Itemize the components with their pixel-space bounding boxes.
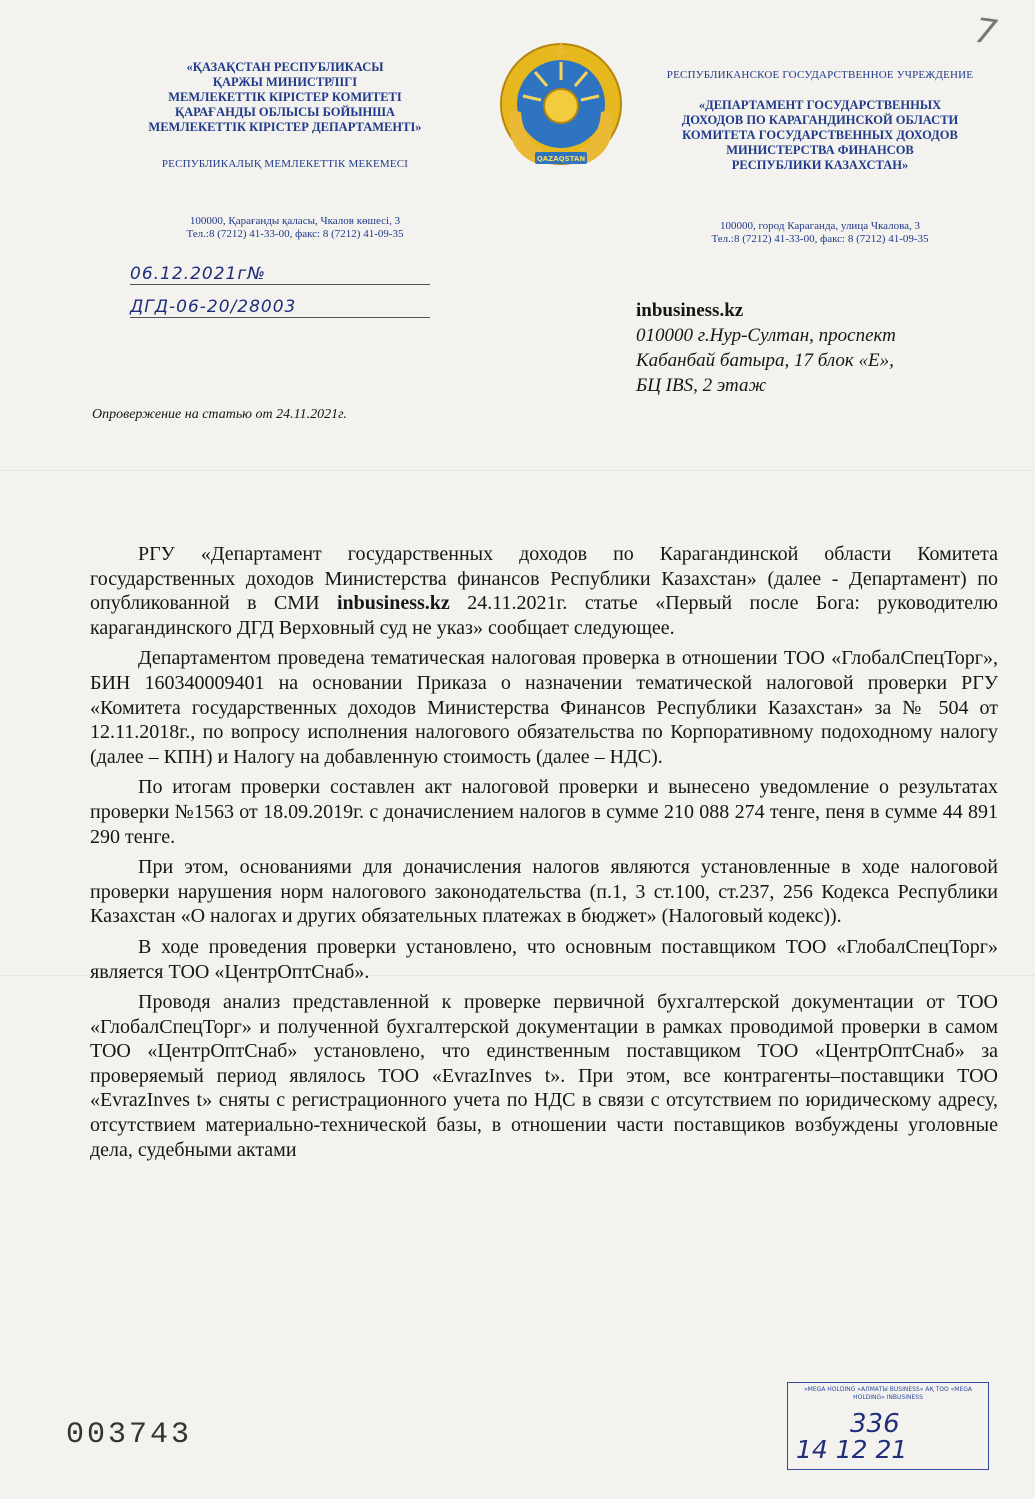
header-ru-institution: РЕСПУБЛИКАНСКОЕ ГОСУДАРСТВЕННОЕ УЧРЕЖДЕНИЕ xyxy=(666,69,974,81)
stamp-header: «MEGA HOLDING «АЛМАТЫ BUSINESS» АҚ ТОО «MEGA HOLDING» INBUSINESS xyxy=(804,1386,972,1401)
header-kz-line: МЕМЛЕКЕТТІК КІРІСТЕР ДЕПАРТАМЕНТІ» xyxy=(148,120,422,134)
recipient-address-line: БЦ IBS, 2 этаж xyxy=(636,375,767,396)
address-line: Тел.:8 (7212) 41-33-00, факс: 8 (7212) 41-09-35 xyxy=(711,233,929,245)
incoming-registration-stamp xyxy=(787,1382,989,1470)
address-kazakh xyxy=(140,215,450,241)
recipient-block xyxy=(636,298,1006,398)
media-name: inbusiness.kz xyxy=(336,592,450,615)
body-paragraph: По итогам проверки составлен акт налоговой проверки и вынесено уведомление о результатах проверки №1563 от 18.09.2019г. с доначислением налогов в сумме 210 088 274 тенге, пеня в сумме 44 891 290 тенге. xyxy=(90,776,998,848)
letter-body xyxy=(90,542,998,1168)
header-kz-line: ҚАРАҒАНДЫ ОБЛЫСЫ БОЙЫНША xyxy=(175,105,395,119)
state-emblem-icon xyxy=(497,40,625,180)
scan-fold-line xyxy=(0,470,1035,471)
address-line: Тел.:8 (7212) 41-33-00, факс: 8 (7212) 41-09-35 xyxy=(186,228,404,240)
letter-subject: Опровержение на статью от 24.11.2021г. xyxy=(92,407,347,422)
recipient-address-line: 010000 г.Нур-Султан, проспект xyxy=(636,325,896,346)
body-paragraph: В ходе проведения проверки установлено, что основным поставщиком ТОО «ГлобалСпецТорг» является ТОО «ЦентрОптСнаб». xyxy=(90,935,998,983)
header-kz-sub: РЕСПУБЛИКАЛЫҚ МЕМЛЕКЕТТІК МЕКЕМЕСІ xyxy=(161,158,409,170)
recipient-name: inbusiness.kz xyxy=(636,300,744,321)
outgoing-date: 06.12.2021г№ xyxy=(130,264,430,285)
body-paragraph xyxy=(90,542,998,640)
address-line: 100000, город Караганда, улица Чкалова, 3 xyxy=(719,220,921,232)
header-ru-line: ДОХОДОВ ПО КАРАГАНДИНСКОЙ ОБЛАСТИ xyxy=(681,113,959,127)
recipient-address-line: Кабанбай батыра, 17 блок «Е», xyxy=(636,350,894,371)
body-paragraph: Департаментом проведена тематическая налоговая проверка в отношении ТОО «ГлобалСпецТорг», БИН 160340009401 на основании Приказа о назначении тематической налоговой проверки РГУ «Комитета государственных доходов Министерства Финансов Республики Казахстан» за № 504 от 12.11.2018г., по вопросу исполнения налогового обязательства по Корпоративному подоходному налогу (далее – КПН) и Налогу на добавленную стоимость (далее – НДС). xyxy=(90,647,998,768)
form-serial-number: 003743 xyxy=(66,1418,193,1452)
body-text: 24.11.2021г. статье «Первый после Бога: руководителю карагандинского ДГД Верховный суд не указ» сообщает следующее. xyxy=(90,592,998,639)
stamp-incoming-number: 336 xyxy=(850,1409,900,1439)
header-kazakh xyxy=(110,60,460,135)
header-kz-line: МЕМЛЕКЕТТІК КІРІСТЕР КОМИТЕТІ xyxy=(168,90,402,104)
header-ru-line: РЕСПУБЛИКИ КАЗАХСТАН» xyxy=(731,158,909,172)
body-paragraph: При этом, основаниями для доначисления налогов являются установленные в ходе налоговой проверки нарушения норм налогового законодательства (п.1, 3 ст.100, ст.237, 256 Кодекса Республики Казахстан «О налогах и других обязательных платежах в бюджет» (Налоговый кодекс)). xyxy=(90,856,998,928)
body-paragraph: Проводя анализ представленной к проверке первичной бухгалтерской документации от ТОО «ГлобалСпецТорг» и полученной бухгалтерской документации в рамках проводимой проверки в самом ТОО «ЦентрОптСнаб» установлено, что единственным поставщиком ТОО «ЦентрОптСнаб» за проверяемый период являлось ТОО «EvrazInves t». При этом, все контрагенты–поставщики ТОО «EvrazInves t» сняты с регистрационного учета по НДС в связи с отсутствием по юридическому адресу, отсутствием материально-технической базы, в отношении части поставщиков возбуждены уголовные дела, судебными актами xyxy=(90,991,998,1161)
address-russian xyxy=(660,220,980,246)
header-russian xyxy=(645,68,995,173)
header-ru-line: КОМИТЕТА ГОСУДАРСТВЕННЫХ ДОХОДОВ xyxy=(682,128,958,142)
stamp-date: 14 12 21 xyxy=(796,1435,908,1464)
header-kz-line: ҚАРЖЫ МИНИСТРЛІГІ xyxy=(212,75,358,89)
header-ru-line: «ДЕПАРТАМЕНТ ГОСУДАРСТВЕННЫХ xyxy=(698,98,942,112)
header-kz-line: «ҚАЗАҚСТАН РЕСПУБЛИКАСЫ xyxy=(186,60,384,74)
body-text: РГУ «Департамент государственных доходов по Карагандинской области Комитета государственных доходов Министерства финансов Республики Казахстан» (далее - Департамент) по опубликованной в СМИ xyxy=(90,543,998,615)
handwritten-page-number: 7 xyxy=(972,10,1000,54)
outgoing-reg-number: ДГД-06-20/28003 xyxy=(130,297,430,318)
emblem-text: QAZAQSTAN xyxy=(536,155,586,163)
address-line: 100000, Қарағанды қаласы, Чкалов көшесі, 3 xyxy=(189,215,401,227)
header-ru-line: МИНИСТЕРСТВА ФИНАНСОВ xyxy=(726,143,914,157)
